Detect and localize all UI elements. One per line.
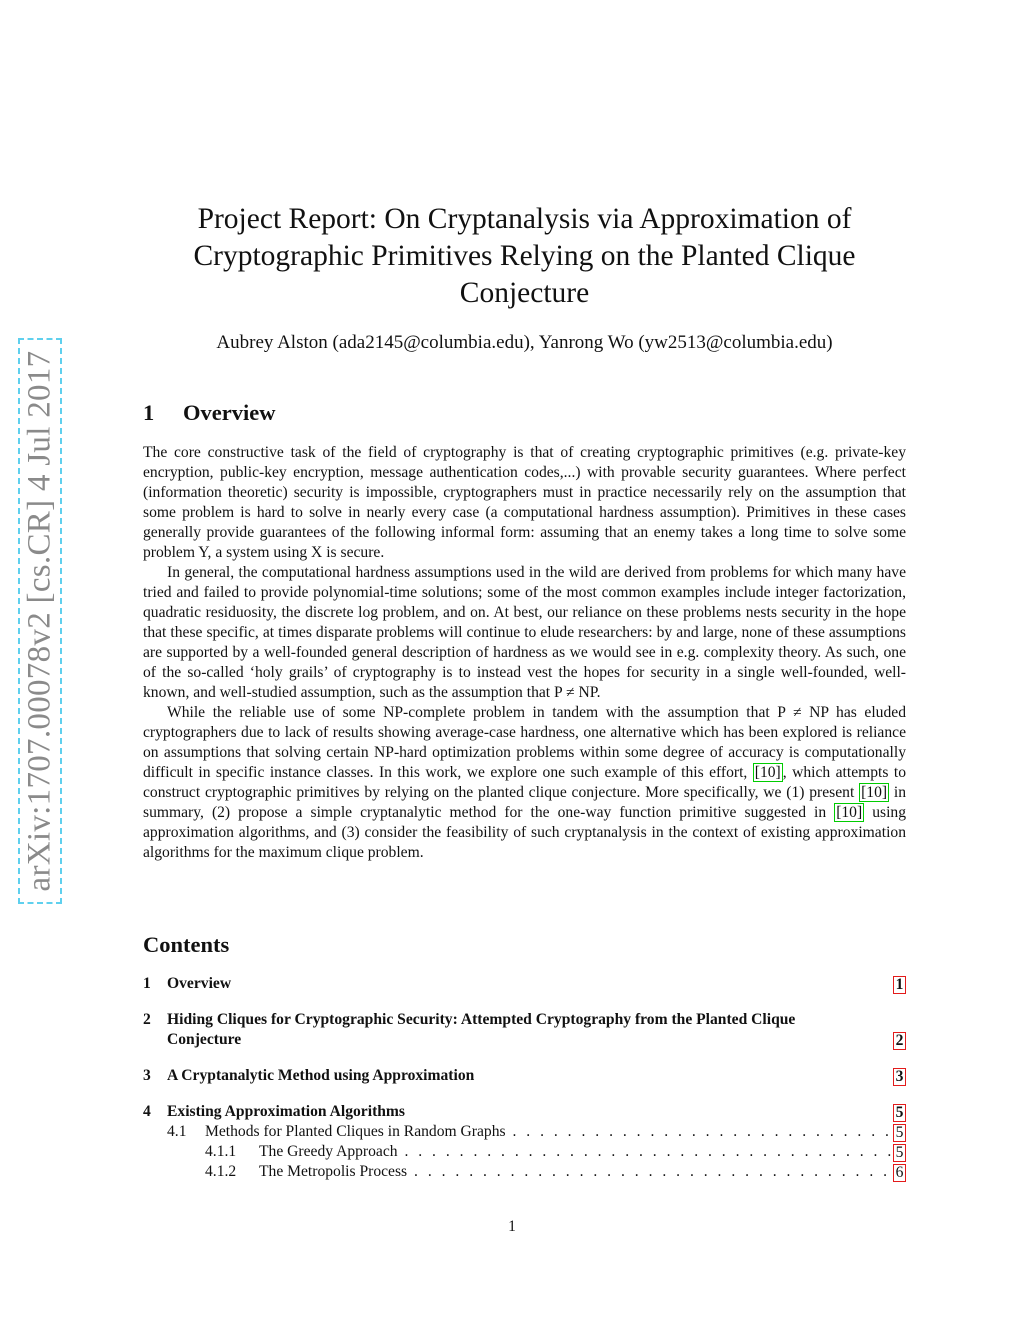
citation-link[interactable]: [10] xyxy=(754,764,781,781)
contents-heading: Contents xyxy=(143,932,230,957)
toc-title: A Cryptanalytic Method using Approximation xyxy=(167,1067,475,1084)
toc-page-link[interactable]: 2 xyxy=(893,1032,906,1050)
toc-title: Existing Approximation Algorithms xyxy=(167,1103,405,1120)
toc-entry xyxy=(143,974,906,994)
section-heading-overview xyxy=(143,400,275,426)
toc-number: 1 xyxy=(143,975,151,992)
toc-page-link[interactable]: 6 xyxy=(893,1164,906,1182)
toc-title: The Metropolis Process . . . xyxy=(259,1162,893,1182)
toc-title: Hiding Cliques for Cryptographic Security: Attempted Cryptography from the Planted Clique Conjecture xyxy=(167,1011,796,1048)
overview-body xyxy=(143,443,906,863)
toc-title: Overview xyxy=(167,975,232,992)
paragraph-3: While the reliable use of some NP-complete problem in tandem with the assumption that P ≠ NP has eluded cryptographers due to lack of results showing average-case hardness, one alternative which has been explored is reliance on assumptions that solving certain NP-hard optimization problems within some degree of accuracy is computationally difficult in specific instance classes. In this work, we explore one such example of this effort, [10] , which attempts to construct cryptographic primitives by relying on the planted clique conjecture. More specifically, we (1) present [10] in summary, (2) propose a simple cryptanalytic method for the one-way function primitive suggested in [10] using approximation algorithms, and (3) consider the feasibility of such cryptanalysis in the context of existing approximation algorithms for the maximum clique problem. xyxy=(143,704,907,861)
toc-number: 4.1 xyxy=(167,1123,187,1140)
toc-number: 4.1.2 xyxy=(205,1163,237,1180)
citation-link[interactable]: [10] xyxy=(861,784,888,801)
arxiv-identifier-stamp[interactable] xyxy=(18,338,62,904)
toc-entry xyxy=(143,1066,906,1086)
toc-subsubentry xyxy=(143,1162,906,1182)
toc-page-link[interactable]: 5 xyxy=(893,1124,906,1142)
paragraph-1: The core constructive task of the field of cryptography is that of creating cryptographic primitives (e.g. private-key encryption, public-key encryption, message authentication codes,...) with provable security guarantees. Where perfect (information theoretic) security is impossible, cryptographers must in practice necessarily rely on the assumption that some problem is hard to solve in nearly every case (a computational hardness assumption). Primitives in these cases generally provide guarantees of the following informal form: assuming that an enemy takes a long time to solve some problem Y, a system using X is secure. xyxy=(143,444,906,561)
paragraph-2: In general, the computational hardness assumptions used in the wild are derived from problems for which many have tried and failed to provide polynomial-time solutions; some of the most common examples include integer factorization, quadratic residuosity, the discrete log problem, and on. At best, our reliance on these problems nests security in the hope that these specific, at times disparate problems will continue to elude researchers: by and large, none of these assumptions are supported by a well-founded general description of hardness as we would see in e.g. complexity theory. As such, one of the so-called ‘holy grails’ of cryptography is to instead vest the hopes for security in a single well-founded, well-known, and well-studied assumption, such as the assumption that P ≠ NP. xyxy=(143,564,906,701)
arxiv-identifier-text: arXiv:1707.00078v2 [cs.CR] 4 Jul 2017 xyxy=(21,350,58,892)
page-number: 1 xyxy=(508,1218,516,1235)
toc-title: Methods for Planted Cliques in Random Graphs . . . xyxy=(205,1122,893,1142)
citation-link[interactable]: [10] xyxy=(836,804,863,821)
toc-number: 4 xyxy=(143,1103,151,1120)
toc-number: 2 xyxy=(143,1011,151,1028)
toc-page-link[interactable]: 3 xyxy=(893,1068,906,1086)
paper-title: Project Report: On Cryptanalysis via Approximation of Cryptographic Primitives Relying on the Planted Clique Conjecture xyxy=(193,203,856,309)
toc-page-link[interactable]: 5 xyxy=(893,1144,906,1162)
toc-title: The Greedy Approach . . . xyxy=(259,1142,893,1162)
toc-page-link[interactable]: 5 xyxy=(893,1104,906,1122)
section-title: Overview xyxy=(183,400,276,425)
toc-page-link[interactable]: 1 xyxy=(893,976,906,994)
toc-entry xyxy=(143,1102,906,1122)
section-number: 1 xyxy=(143,400,155,425)
toc-subsubentry xyxy=(143,1142,906,1162)
toc-number: 4.1.1 xyxy=(205,1143,237,1160)
toc-subentry xyxy=(143,1122,906,1142)
table-of-contents xyxy=(143,974,906,1182)
toc-number: 3 xyxy=(143,1067,151,1084)
toc-entry xyxy=(143,1010,906,1050)
author-line: Aubrey Alston (ada2145@columbia.edu), Yanrong Wo (yw2513@columbia.edu) xyxy=(216,332,833,353)
